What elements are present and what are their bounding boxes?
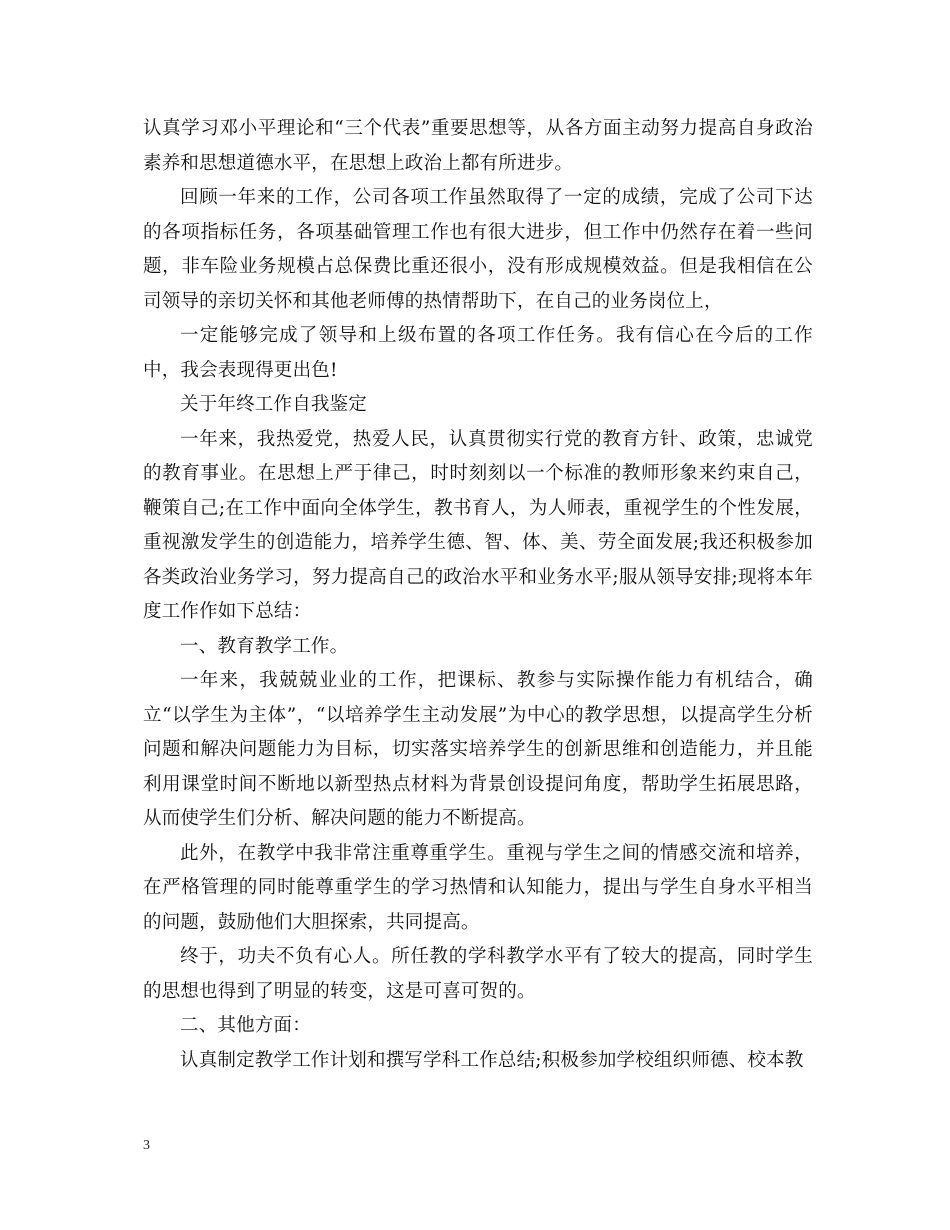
paragraph-1: 认真学习邓小平理论和“三个代表”重要思想等，从各方面主动努力提高自身政治素养和思想道德水平，在思想上政治上都有所进步。 xyxy=(143,118,813,174)
paragraph-11: 认真制定教学工作计划和撰写学科工作总结;积极参加学校组织师德、校本教 xyxy=(180,1049,804,1071)
section-heading-teaching: 一、教育教学工作。 xyxy=(180,635,349,657)
page-number: 3 xyxy=(143,1138,150,1153)
paragraph-7: 一年来，我兢兢业业的工作，把课标、教参与实际操作能力有机结合，确立“以学生为主体”，“以培养学生主动发展”为中心的教学思想，以提高学生分析问题和解决问题能力为目标，切实落实培养学生的创新思维和创造能力，并且能利用课堂时间不断地以新型热点材料为背景创设提问角度，帮助学生拓展思路，从而使学生们分析、解决问题的能力不断提高。 xyxy=(143,670,813,829)
section-heading-self-appraisal: 关于年终工作自我鉴定 xyxy=(180,394,368,415)
document-body xyxy=(143,112,813,1078)
paragraph-5: 一年来，我热爱党，热爱人民，认真贯彻实行党的教育方针、政策，忠诚党的教育事业。在思想上严于律己，时时刻刻以一个标准的教师形象来约束自己，鞭策自己;在工作中面向全体学生，教书育人，为人师表，重视学生的个性发展，重视激发学生的创造能力，培养学生德、智、体、美、劳全面发展;我还积极参加各类政治业务学习，努力提高自己的政治水平和业务水平;服从领导安排;现将本年度工作作如下总结： xyxy=(143,428,813,622)
paragraph-8: 此外，在教学中我非常注重尊重学生。重视与学生之间的情感交流和培养，在严格管理的同时能尊重学生的学习热情和认知能力，提出与学生自身水平相当的问题，鼓励他们大胆探索，共同提高。 xyxy=(143,842,813,933)
paragraph-9: 终于，功夫不负有心人。所任教的学科教学水平有了较大的提高，同时学生的思想也得到了明显的转变，这是可喜可贺的。 xyxy=(143,946,813,1002)
paragraph-2: 回顾一年来的工作，公司各项工作虽然取得了一定的成绩，完成了公司下达的各项指标任务，各项基础管理工作也有很大进步，但工作中仍然存在着一些问题，非车险业务规模占总保费比重还很小，没有形成规模效益。但是我相信在公司领导的亲切关怀和其他老师傅的热情帮助下，在自己的业务岗位上， xyxy=(143,187,813,312)
section-heading-other: 二、其他方面： xyxy=(180,1015,311,1036)
paragraph-3: 一定能够完成了领导和上级布置的各项工作任务。我有信心在今后的工作中，我会表现得更出色! xyxy=(143,325,813,381)
